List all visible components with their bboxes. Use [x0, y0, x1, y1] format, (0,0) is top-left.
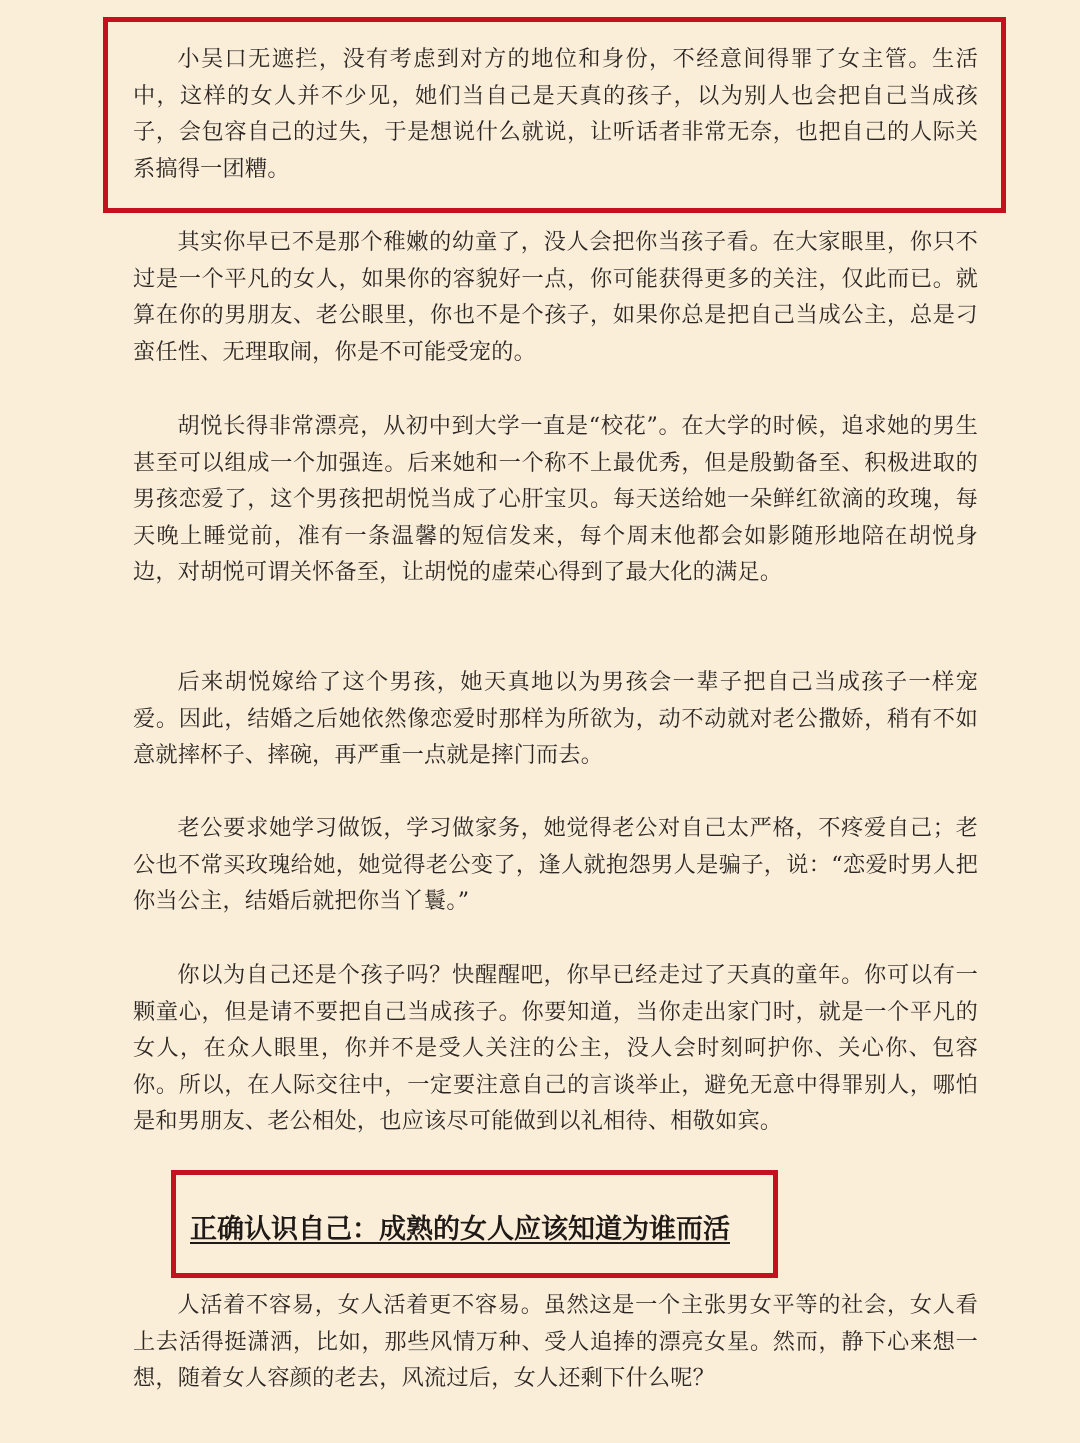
- section-heading: 正确认识自己：成熟的女人应该知道为谁而活: [190, 1214, 730, 1245]
- paragraph-7: 人活着不容易，女人活着更不容易。虽然这是一个主张男女平等的社会，女人看上去活得挺潇洒，比如，那些风情万种、受人追捧的漂亮女星。然而，静下心来想一想，随着女人容颜的老去，风流过后，女人还剩下什么呢？: [133, 1292, 978, 1392]
- paragraph-6: 你以为自己还是个孩子吗？快醒醒吧，你早已经走过了天真的童年。你可以有一颗童心，但是请不要把自己当成孩子。你要知道，当你走出家门时，就是一个平凡的女人，在众人眼里，你并不是受人关注的公主，没人会时刻呵护你、关心你、包容你。所以，在人际交往中，一定要注意自己的言谈举止，避免无意中得罪别人，哪怕是和男朋友、老公相处，也应该尽可能做到以礼相待、相敬如宾。: [133, 962, 978, 1135]
- paragraph-5: 老公要求她学习做饭，学习做家务，她觉得老公对自己太严格，不疼爱自己；老公也不常买玫瑰给她，她觉得老公变了，逢人就抱怨男人是骗子，说：“恋爱时男人把你当公主，结婚后就把你当丫鬟。”: [133, 815, 978, 915]
- paragraph-2: 其实你早已不是那个稚嫩的幼童了，没人会把你当孩子看。在大家眼里，你只不过是一个平凡的女人，如果你的容貌好一点，你可能获得更多的关注，仅此而已。就算在你的男朋友、老公眼里，你也不是个孩子，如果你总是把自己当成公主，总是刁蛮任性、无理取闹，你是不可能受宠的。: [133, 229, 978, 365]
- paragraph-1: 小吴口无遮拦，没有考虑到对方的地位和身份，不经意间得罪了女主管。生活中，这样的女人并不少见，她们当自己是天真的孩子，以为别人也会把自己当成孩子，会包容自己的过失，于是想说什么就说，让听话者非常无奈，也把自己的人际关系搞得一团糟。: [133, 46, 978, 182]
- paragraph-3: 胡悦长得非常漂亮，从初中到大学一直是“校花”。在大学的时候，追求她的男生甚至可以组成一个加强连。后来她和一个称不上最优秀，但是殷勤备至、积极进取的男孩恋爱了，这个男孩把胡悦当成了心肝宝贝。每天送给她一朵鲜红欲滴的玫瑰，每天晚上睡觉前，准有一条温馨的短信发来，每个周末他都会如影随形地陪在胡悦身边，对胡悦可谓关怀备至，让胡悦的虚荣心得到了最大化的满足。: [133, 413, 978, 586]
- paragraph-4: 后来胡悦嫁给了这个男孩，她天真地以为男孩会一辈子把自己当成孩子一样宠爱。因此，结婚之后她依然像恋爱时那样为所欲为，动不动就对老公撒娇，稍有不如意就摔杯子、摔碗，再严重一点就是摔门而去。: [133, 669, 978, 769]
